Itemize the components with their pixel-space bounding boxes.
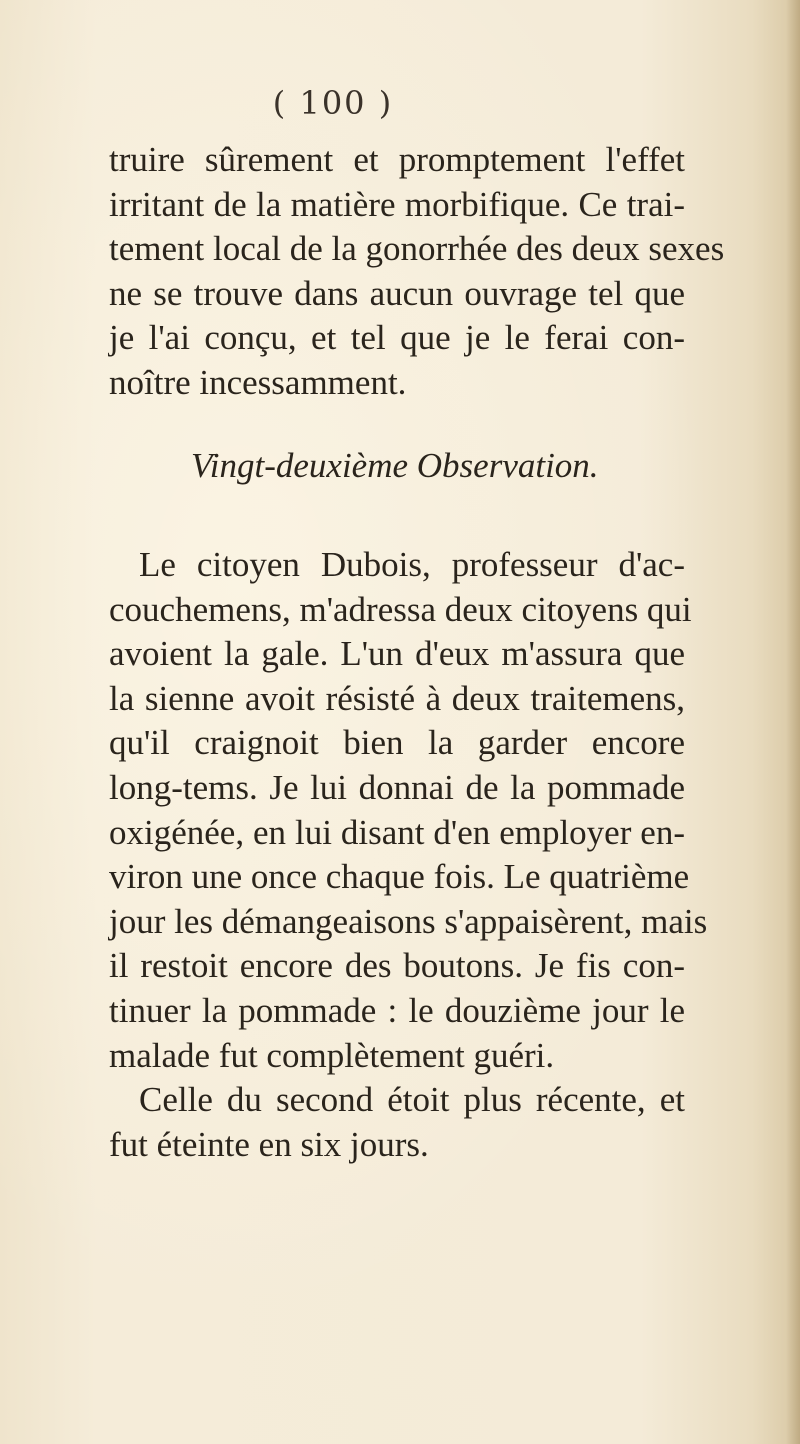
text-line: tement local de la gonorrhée des deux sexes [109,229,725,269]
paragraph-2 [109,544,708,1075]
text-line: fut éteinte en six jours. [109,1124,429,1164]
text-line: couchemens, m'adressa deux citoyens qui [109,589,692,629]
text-line: tinuer la pommade : le douzième jour le [109,990,685,1030]
page-number: ( 100 ) [272,84,394,122]
text-line: il restoit encore des boutons. Je fis con- [109,946,685,986]
text-line: truire sûrement et promptement l'effet [109,140,685,179]
section-heading: Vingt-deuxième Observation. [191,445,599,485]
paragraph-3 [109,1080,685,1164]
text-line: viron une once chaque fois. Le quatrième [109,857,690,897]
text-line: Le citoyen Dubois, professeur d'ac- [139,544,685,584]
text-line: long-tems. Je lui donnai de la pommade [109,767,685,807]
paragraph-1 [109,140,725,402]
text-line: jour les démangeaisons s'appaisèrent, mais [109,901,708,941]
text-line: oxigénée, en lui disant d'en employer en- [109,812,685,852]
text-line: malade fut complètement guéri. [109,1035,555,1075]
text-line: avoient la gale. L'un d'eux m'assura que [109,634,685,674]
page-text [109,140,725,1169]
text-line: irritant de la matière morbifique. Ce trai- [109,184,685,224]
text-line: Celle du second étoit plus récente, et [139,1080,685,1120]
text-line: qu'il craignoit bien la garder encore [109,723,685,763]
text-line: la sienne avoit résisté à deux traitemens, [109,678,685,718]
text-line: je l'ai conçu, et tel que je le ferai con- [109,318,685,358]
text-line: ne se trouve dans aucun ouvrage tel que [109,273,685,313]
text-line: noître incessamment. [109,362,407,402]
